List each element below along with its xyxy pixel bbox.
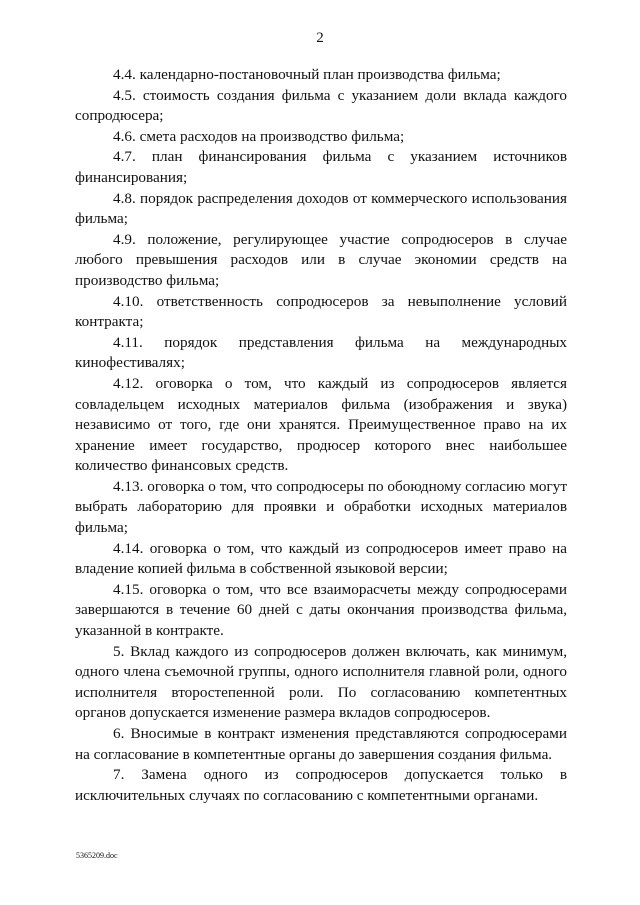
- clause-4-10: 4.10. ответственность сопродюсеров за невыполнение условий контракта;: [75, 292, 567, 331]
- clause-7: 7. Замена одного из сопродюсеров допускается только в исключительных случаях по согласованию с компетентными органами.: [75, 766, 567, 804]
- clause-4-13: 4.13. оговорка о том, что сопродюсеры по обоюдному согласию могут выбрать лабораторию для проявки и обработки исходных материалов фильма;: [75, 477, 567, 537]
- clause-4-7: 4.7. план финансирования фильма с указанием источников финансирования;: [75, 148, 567, 186]
- clause-4-14: 4.14. оговорка о том, что каждый из сопродюсеров имеет право на владение копией фильма в собственной языковой версии;: [75, 539, 567, 578]
- clause-4-6: 4.6. смета расходов на производство фильма;: [113, 127, 405, 145]
- clause-4-5: 4.5. стоимость создания фильма с указанием доли вклада каждого сопродюсера;: [75, 86, 567, 125]
- page-number: 2: [316, 30, 324, 46]
- clause-4-12: 4.12. оговорка о том, что каждый из сопродюсеров является совладельцем исходных материалов фильма (изображения и звука) независимо от того, где они хранятся. Преимущественное право на их хранение имеет государство, продюсер которого внес наибольшее количество финансовых средств.: [75, 374, 567, 475]
- clause-4-11: 4.11. порядок представления фильма на международных кинофестивалях;: [75, 333, 567, 372]
- clause-4-9: 4.9. положение, регулирующее участие сопродюсеров в случае любого превышения расходов или в случае экономии средств на производство фильма;: [75, 230, 567, 289]
- footer-filename: 5365209.doc: [76, 851, 118, 860]
- clause-5: 5. Вклад каждого из сопродюсеров должен включать, как минимум, одного члена съемочной группы, одного исполнителя главной роли, одного исполнителя второстепенной роли. По согласованию компетентных органов допускается изменение размера вкладов сопродюсеров.: [75, 642, 567, 722]
- document-body: [75, 65, 567, 806]
- clause-4-8: 4.8. порядок распределения доходов от коммерческого использования фильма;: [75, 189, 567, 228]
- clause-4-15: 4.15. оговорка о том, что все взаиморасчеты между сопродюсерами завершаются в течение 60 дней с даты окончания производства фильма, указанной в контракте.: [75, 580, 567, 640]
- clause-6: 6. Вносимые в контракт изменения представляются сопродюсерами на согласование в компетентные органы до завершения создания фильма.: [75, 725, 567, 763]
- clause-4-4: 4.4. календарно-постановочный план производства фильма;: [113, 66, 501, 83]
